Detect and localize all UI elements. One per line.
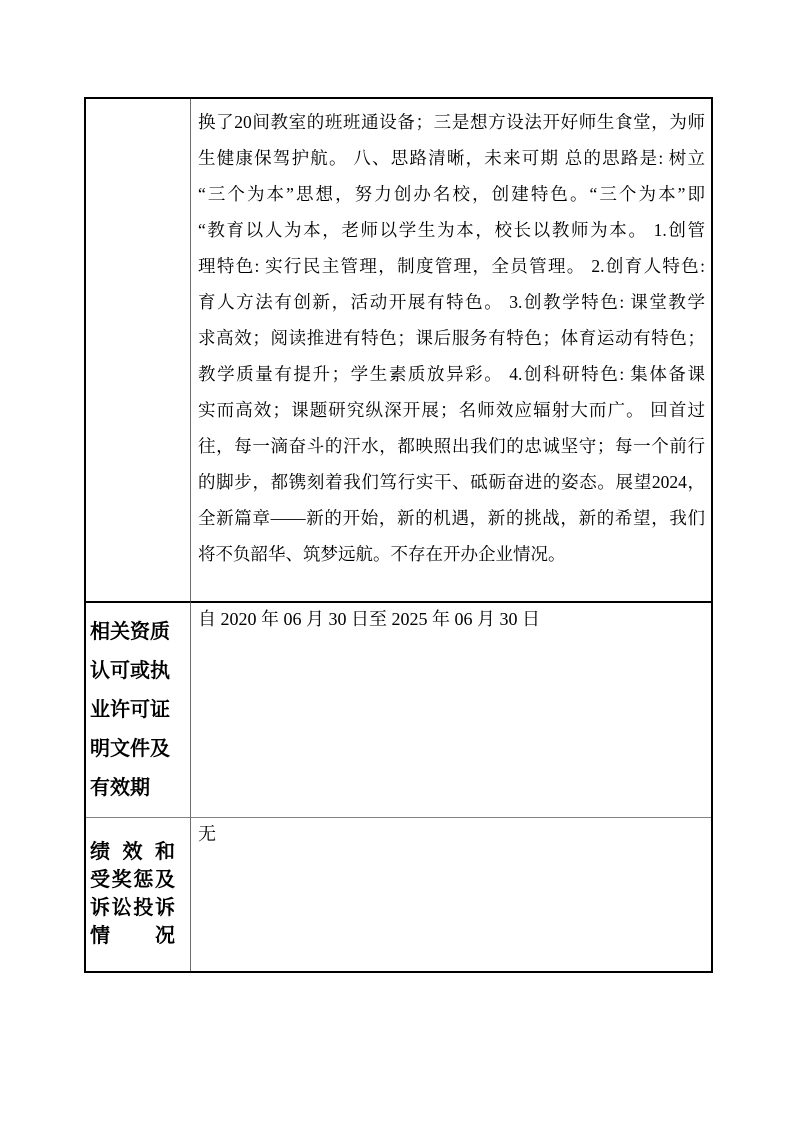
- text-line: 的脚步，都镌刻着我们笃行实干、砥砺奋进的姿态。展望2024，: [198, 472, 705, 492]
- text-line: 生健康保驾护航。 八、思路清晰，未来可期 总的思路是: 树立: [198, 148, 705, 168]
- text-line: 认可或执: [90, 660, 170, 682]
- text-line: 育人方法有创新，活动开展有特色。 3.创教学特色: 课堂教学: [198, 292, 705, 312]
- qualification-label-cell: [86, 601, 190, 817]
- text-line: 有效期: [90, 777, 150, 799]
- text-line: 求高效；阅读推进有特色；课后服务有特色；体育运动有特色；: [198, 328, 705, 348]
- text-line: 换了20间教室的班班通设备；三是想方设法开好师生食堂，为师: [198, 112, 705, 132]
- text-line: 绩效和: [90, 841, 175, 863]
- continuation-paragraph-cell: [190, 99, 711, 601]
- text-line: 诉讼投诉: [90, 897, 175, 919]
- qualification-validity-value: 自 2020 年 06 月 30 日至 2025 年 06 月 30 日: [198, 609, 540, 629]
- text-line: 明文件及: [90, 738, 170, 760]
- performance-value-cell: [190, 817, 711, 971]
- text-line: 往，每一滴奋斗的汗水，都映照出我们的忠诚坚守；每一个前行: [198, 436, 705, 456]
- text-line: 将不负韶华、筑梦远航。不存在开办企业情况。: [198, 544, 566, 564]
- performance-value: 无: [198, 824, 216, 844]
- text-line: 理特色: 实行民主管理，制度管理，全员管理。 2.创育人特色:: [198, 256, 705, 276]
- text-line: 受奖惩及: [90, 869, 175, 891]
- text-line: 教学质量有提升；学生素质放异彩。 4.创科研特色: 集体备课: [198, 364, 705, 384]
- text-line: 全新篇章——新的开始，新的机遇，新的挑战，新的希望，我们: [198, 508, 705, 528]
- text-line: “教育以人为本，老师以学生为本，校长以教师为本。 1.创管: [198, 220, 705, 240]
- text-line: 相关资质: [90, 621, 170, 643]
- text-line: 业许可证: [90, 699, 170, 721]
- text-line: 实而高效；课题研究纵深开展；名师效应辐射大而广。 回首过: [198, 400, 705, 420]
- text-line: “三个为本”思想，努力创办名校，创建特色。“三个为本”即: [198, 184, 705, 204]
- text-line: 情况: [90, 925, 175, 947]
- qualification-validity-cell: [190, 601, 711, 817]
- report-table: [84, 97, 713, 973]
- continuation-empty-label-cell: [86, 99, 190, 601]
- performance-label-cell: [86, 817, 190, 971]
